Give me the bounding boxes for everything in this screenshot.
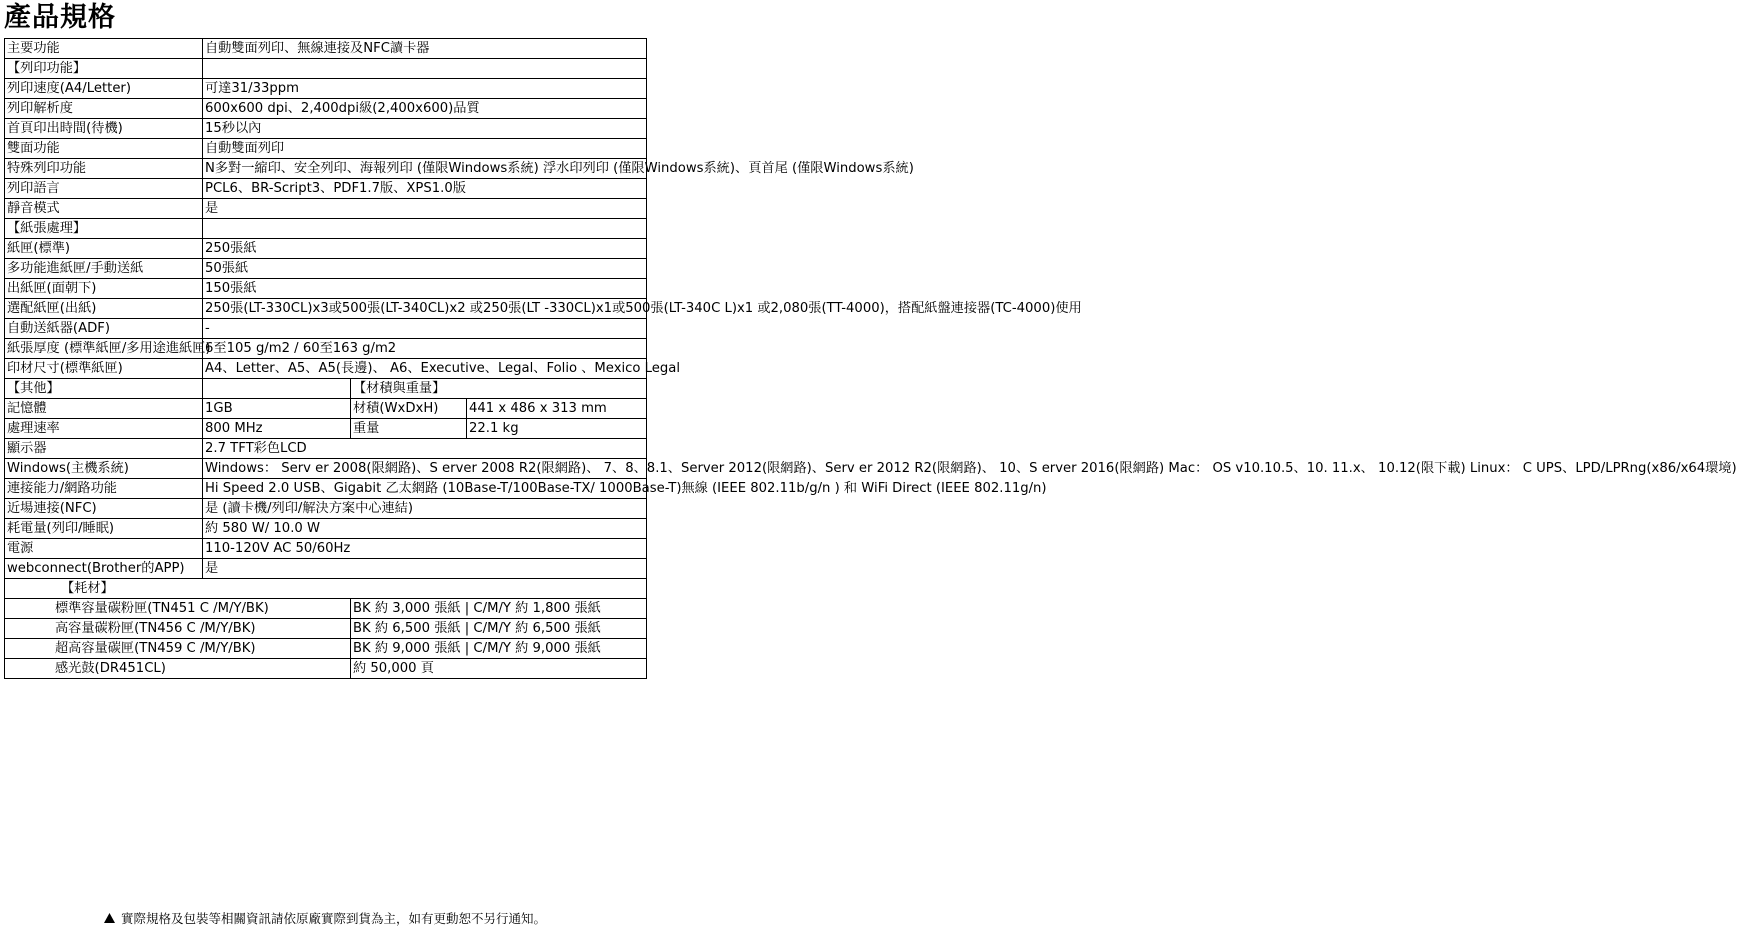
spec-row bbox=[5, 439, 647, 459]
consumable-name: 標準容量碳粉匣(TN451 C /M/Y/BK) bbox=[5, 599, 351, 619]
section-header-paper bbox=[5, 219, 647, 239]
spec-row bbox=[5, 139, 647, 159]
spec-value: A4、Letter、A5、A5(長邊)、 A6、Executive、Legal、Folio 、Mexico Legal bbox=[203, 359, 647, 379]
consumable-row bbox=[5, 599, 647, 619]
spec-value: 441 x 486 x 313 mm bbox=[467, 399, 647, 419]
triangle-up-icon bbox=[104, 910, 115, 928]
spec-row bbox=[5, 459, 647, 479]
spec-row bbox=[5, 79, 647, 99]
spec-label: 電源 bbox=[5, 539, 203, 559]
footer-note bbox=[0, 910, 650, 928]
spec-label: 材積(WxDxH) bbox=[351, 399, 467, 419]
spec-value: 50張紙 bbox=[203, 259, 647, 279]
spec-label: 列印語言 bbox=[5, 179, 203, 199]
spec-value: Windows： Serv er 2008(限網路)、S erver 2008 R2(限網路)、 7、8、8.1、Server 2012(限網路)、Serv er 2012 R2(限網路)、 10、S erver 2016(限網路) Mac： OS v10.10.5、10. 11.x、 10.12(限下載) Linux： C UPS、LPD/LPRng(x86/x64環境) bbox=[203, 459, 647, 479]
spec-value: 110-120V AC 50/60Hz bbox=[203, 539, 647, 559]
consumable-row bbox=[5, 639, 647, 659]
spec-value: 自動雙面列印、無線連接及NFC讀卡器 bbox=[203, 39, 647, 59]
spec-row bbox=[5, 199, 647, 219]
spec-label: 列印解析度 bbox=[5, 99, 203, 119]
spec-label: webconnect(Brother的APP) bbox=[5, 559, 203, 579]
spec-label: 顯示器 bbox=[5, 439, 203, 459]
section-title: 【紙張處理】 bbox=[5, 219, 203, 239]
spec-value: - bbox=[203, 319, 647, 339]
spec-row-main bbox=[5, 39, 647, 59]
spec-value: 是 (讀卡機/列印/解決方案中心連結) bbox=[203, 499, 647, 519]
consumable-value: BK 約 9,000 張紙 | C/M/Y 約 9,000 張紙 bbox=[351, 639, 647, 659]
section-spacer bbox=[203, 379, 351, 399]
spec-label: 印材尺寸(標準紙匣) bbox=[5, 359, 203, 379]
spec-row bbox=[5, 319, 647, 339]
spec-value: 2.7 TFT彩色LCD bbox=[203, 439, 647, 459]
section-title: 【列印功能】 bbox=[5, 59, 203, 79]
spec-label: 耗電量(列印/睡眠) bbox=[5, 519, 203, 539]
spec-label: 紙張厚度 (標準紙匣/多用途進紙匣) bbox=[5, 339, 203, 359]
spec-value: 6至105 g/m2 / 60至163 g/m2 bbox=[203, 339, 647, 359]
spec-value: 150張紙 bbox=[203, 279, 647, 299]
spec-row bbox=[5, 179, 647, 199]
section-spacer bbox=[203, 219, 647, 239]
section-header-print bbox=[5, 59, 647, 79]
consumable-row bbox=[5, 659, 647, 679]
footer-text: 實際規格及包裝等相關資訊請依原廠實際到貨為主，如有更動恕不另行通知。 bbox=[120, 911, 546, 926]
spec-value: 可達31/33ppm bbox=[203, 79, 647, 99]
section-title: 【材積與重量】 bbox=[351, 379, 647, 399]
consumable-name: 感光鼓(DR451CL) bbox=[5, 659, 351, 679]
spec-row-split bbox=[5, 399, 647, 419]
consumable-row bbox=[5, 619, 647, 639]
spec-label: 雙面功能 bbox=[5, 139, 203, 159]
consumable-value: 約 50,000 頁 bbox=[351, 659, 647, 679]
spec-label: 特殊列印功能 bbox=[5, 159, 203, 179]
spec-value: 1GB bbox=[203, 399, 351, 419]
spec-value: 22.1 kg bbox=[467, 419, 647, 439]
spec-value: 約 580 W/ 10.0 W bbox=[203, 519, 647, 539]
spec-value: 是 bbox=[203, 559, 647, 579]
spec-row-split bbox=[5, 419, 647, 439]
spec-value: 是 bbox=[203, 199, 647, 219]
spec-value: 600x600 dpi、2,400dpi級(2,400x600)品質 bbox=[203, 99, 647, 119]
spec-table bbox=[4, 38, 1737, 679]
spec-value: Hi Speed 2.0 USB、Gigabit 乙太網路 (10Base-T/100Base-TX/ 1000Base-T)無線 (IEEE 802.11b/g/n ) 和 WiFi Direct (IEEE 802.11g/n) bbox=[203, 479, 647, 499]
spec-label: 連接能力/網路功能 bbox=[5, 479, 203, 499]
section-title: 【耗材】 bbox=[5, 579, 647, 599]
spec-label: 選配紙匣(出紙) bbox=[5, 299, 203, 319]
spec-row bbox=[5, 119, 647, 139]
page-title: 產品規格 bbox=[4, 2, 116, 33]
spec-label: 首頁印出時間(待機) bbox=[5, 119, 203, 139]
spec-row bbox=[5, 339, 647, 359]
consumable-value: BK 約 6,500 張紙 | C/M/Y 約 6,500 張紙 bbox=[351, 619, 647, 639]
spec-label: 靜音模式 bbox=[5, 199, 203, 219]
spec-row bbox=[5, 359, 647, 379]
section-header-consumables bbox=[5, 579, 647, 599]
spec-label: 記憶體 bbox=[5, 399, 203, 419]
spec-value: 15秒以內 bbox=[203, 119, 647, 139]
spec-label: 多功能進紙匣/手動送紙 bbox=[5, 259, 203, 279]
spec-label: 處理速率 bbox=[5, 419, 203, 439]
spec-row bbox=[5, 519, 647, 539]
spec-label: 列印速度(A4/Letter) bbox=[5, 79, 203, 99]
consumable-value: BK 約 3,000 張紙 | C/M/Y 約 1,800 張紙 bbox=[351, 599, 647, 619]
spec-row bbox=[5, 99, 647, 119]
consumable-name: 超高容量碳匣(TN459 C /M/Y/BK) bbox=[5, 639, 351, 659]
spec-label: 出紙匣(面朝下) bbox=[5, 279, 203, 299]
spec-row bbox=[5, 539, 647, 559]
section-title: 【其他】 bbox=[5, 379, 203, 399]
spec-value: 250張紙 bbox=[203, 239, 647, 259]
spec-row bbox=[5, 239, 647, 259]
spec-label: 主要功能 bbox=[5, 39, 203, 59]
spec-label: 重量 bbox=[351, 419, 467, 439]
spec-value: 800 MHz bbox=[203, 419, 351, 439]
spec-row bbox=[5, 159, 647, 179]
spec-row bbox=[5, 279, 647, 299]
consumable-name: 高容量碳粉匣(TN456 C /M/Y/BK) bbox=[5, 619, 351, 639]
spec-label: 自動送紙器(ADF) bbox=[5, 319, 203, 339]
spec-row bbox=[5, 479, 647, 499]
spec-row bbox=[5, 259, 647, 279]
spec-value: 自動雙面列印 bbox=[203, 139, 647, 159]
spec-row bbox=[5, 559, 647, 579]
spec-label: 紙匣(標準) bbox=[5, 239, 203, 259]
spec-label: Windows(主機系統) bbox=[5, 459, 203, 479]
spec-value: PCL6、BR-Script3、PDF1.7版、XPS1.0版 bbox=[203, 179, 647, 199]
spec-row bbox=[5, 299, 647, 319]
spec-row bbox=[5, 499, 647, 519]
section-header-other bbox=[5, 379, 647, 399]
spec-value: 250張(LT-330CL)x3或500張(LT-340CL)x2 或250張(LT -330CL)x1或500張(LT-340C L)x1 或2,080張(TT-4000)，搭配紙盤連接器(TC-4000)使用 bbox=[203, 299, 647, 319]
spec-value: N多對一縮印、安全列印、海報列印 (僅限Windows系統) 浮水印列印 (僅限Windows系統)、頁首尾 (僅限Windows系統) bbox=[203, 159, 647, 179]
spec-label: 近場連接(NFC) bbox=[5, 499, 203, 519]
